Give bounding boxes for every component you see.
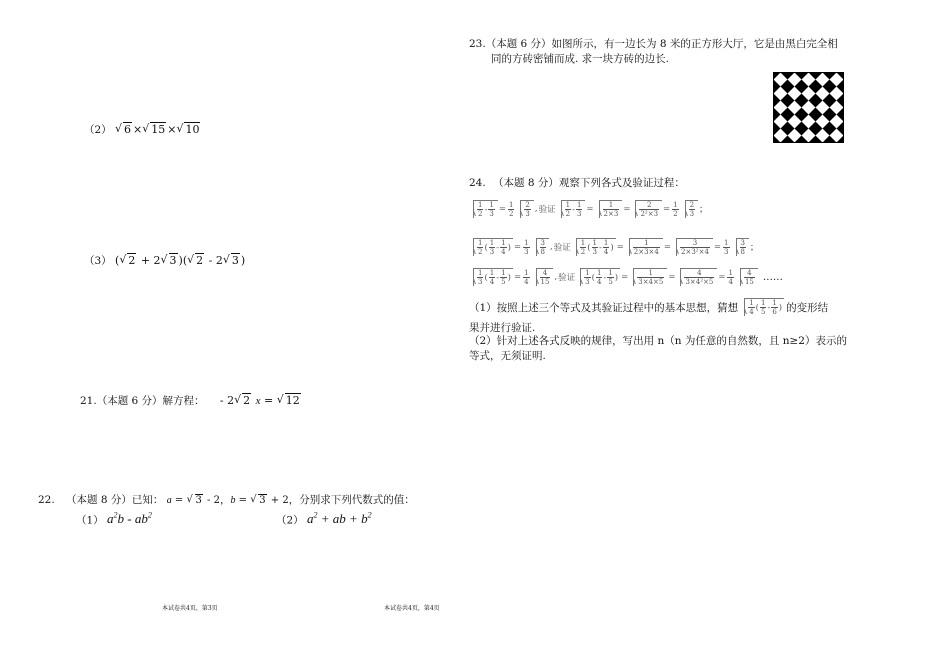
question-24-part-2 <box>469 334 847 364</box>
question-24-number: 24. <box>469 177 486 189</box>
footer-page-4: 本试卷共4页，第4页 <box>384 605 440 612</box>
question-24-heading: （本题 8 分）观察下列各式及验证过程： <box>493 177 685 189</box>
problem-2-label: （2） <box>84 124 112 136</box>
equation-3: $\frac{1}{3}$ ( $\frac{1}{4}$ - $\frac{1}{5}$ ) = $\frac{1}{4}$ $\frac{4}{15}$ , 验证 $\frac{1}{3}$ ( $\frac{1}{4}$ - $\frac{1}{5}$ ) = $\frac{1}{3\times 4\times 5}$ = $\frac{4}{\text{3×4²×5}}$ = $\frac{1}{4}$ $\frac{4}{15}$ …… <box>469 268 783 286</box>
question-21 <box>80 393 302 408</box>
question-23-line-1: （本题 6 分）如图所示，有一边长为 8 米的正方形大厅，它是由黑白完全相 <box>485 38 838 50</box>
tiled-floor-figure <box>773 72 844 143</box>
question-22-heading: （本题 8 分）已知： <box>66 494 164 506</box>
question-22-part-1 <box>76 511 152 527</box>
ellipsis: …… <box>762 271 783 283</box>
part-2-line-1: （2）针对上述各式反映的规律，写出用 n（n 为任意的自然数，且 n≥2）表示的 <box>469 335 847 347</box>
part-1-text-b: 的变形结 <box>786 301 829 314</box>
question-22 <box>38 492 415 507</box>
question-22-number: 22. <box>38 494 55 506</box>
eq1-verify-label: 验证 <box>538 205 556 215</box>
problem-3-expression: (√ 2 + 2√ 3 )(√ 2 - 2√ 3 ) <box>115 254 245 267</box>
question-21-number: 21. <box>80 395 97 407</box>
problem-3 <box>84 253 245 268</box>
problem-3-label: （3） <box>84 255 112 267</box>
equation-2: $\frac{1}{2}$ ( $\frac{1}{3}$ - $\frac{1}{4}$ ) = $\frac{1}{3}$ $\frac{3}{8}$ , 验证 $\frac{1}{2}$ ( $\frac{1}{3}$ - $\frac{1}{4}$ ) = $\frac{1}{2\times 3\times 4}$ = $\frac{3}{\text{2×3²×4}}$ = $\frac{1}{3}$ $\frac{3}{8}$ ； <box>469 238 758 256</box>
part-1-expression: $a^2b - ab^2$ <box>107 511 152 527</box>
eq2-verify-label: 验证 <box>553 243 571 253</box>
eq1-lhs: $\frac{1}{2}$ - $\frac{1}{3}$ <box>473 200 498 218</box>
question-21-equation: - 2√ 2 x = √ 12 <box>220 394 302 407</box>
question-24-heading-line <box>469 175 685 190</box>
problem-2 <box>84 122 201 137</box>
part-2-expression: $a^2$ + ab + $b^2$ <box>307 511 372 527</box>
question-24-part-1-cont: 果并进行验证. <box>469 322 536 334</box>
problem-2-expression: √ 6 ×√ 15 ×√ 10 <box>115 123 201 136</box>
given-a: a = √ 3 - 2 <box>167 495 220 506</box>
footer-page-3: 本试卷共4页，第3页 <box>162 605 218 612</box>
part-2-label: （2） <box>276 514 304 527</box>
given-b: b = √ 3 + 2 <box>230 495 288 506</box>
part-1-label: （1） <box>76 514 104 527</box>
question-22-tail: ，分别求下列代数式的值： <box>288 494 415 506</box>
question-23-number: 23. <box>469 38 486 50</box>
question-23-line-2: 同的方砖密铺而成. 求一块方砖的边长. <box>491 53 670 65</box>
question-24-part-1: （1）按照上述三个等式及其验证过程中的基本思想，猜想 $\frac{1}{4}$ ( $\frac{1}{5}$ - $\frac{1}{6}$ ) 的变形结 <box>469 299 829 316</box>
part-1-text-a: （1）按照上述三个等式及其验证过程中的基本思想，猜想 <box>469 301 739 314</box>
given-separator: ， <box>219 494 231 506</box>
question-22-part-2 <box>276 511 372 527</box>
part-2-line-2: 等式，无须证明. <box>469 350 546 362</box>
question-21-heading: （本题 6 分）解方程： <box>96 395 205 407</box>
eq3-verify-label: 验证 <box>558 273 576 283</box>
question-23 <box>469 37 838 67</box>
equation-1: $\frac{1}{2}$ - $\frac{1}{3}$ = $\frac{1}{2}$ $\frac{2}{3}$ , 验证 $\frac{1}{2}$ - $\frac{1}{3}$ = $\frac{1}{2\times 3}$ = $\frac{2}{\text{2²×3}}$ = $\frac{1}{2}$ $\frac{2}{3}$ ； <box>469 200 708 218</box>
